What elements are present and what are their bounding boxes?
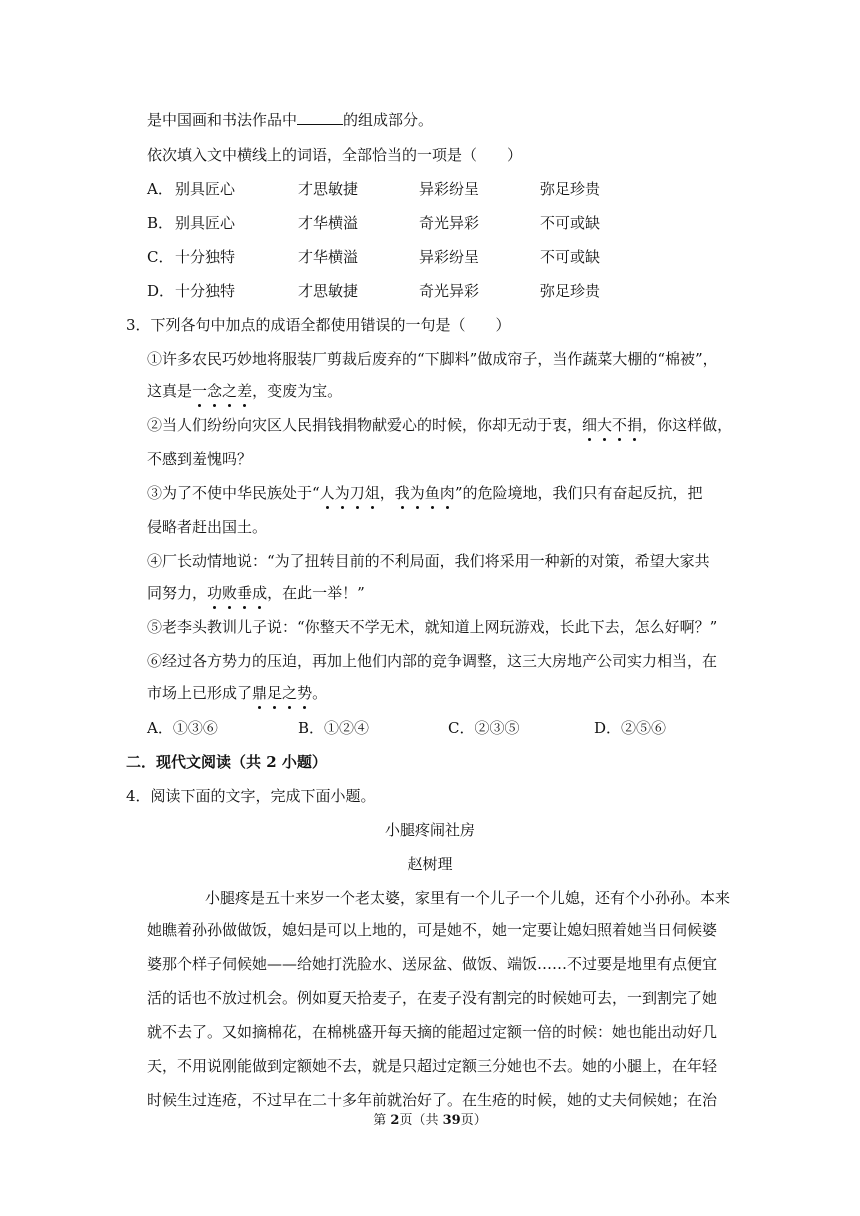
dotted-idiom: 功败垂成	[207, 584, 268, 602]
dotted-idiom: 鼎足之势	[252, 684, 313, 702]
q3-sentence-3-line-2: 侵略者赶出国土。	[147, 518, 268, 536]
q3-sentence-1-line-1: ①许多农民巧妙地将服装厂剪裁后废弃的“下脚料”做成帘子，当作蔬菜大棚的“棉被”，	[147, 350, 718, 368]
passage-title: 小腿疼闹社房	[384, 821, 475, 839]
text: 市场上已形成了	[147, 684, 253, 702]
q4-stem: 4．阅读下面的文字，完成下面小题。	[126, 787, 376, 805]
q3-sentence-2-line-2: 不感到羞愧吗？	[147, 450, 253, 468]
option-word-1: 别具匠心	[175, 214, 236, 232]
q2-passage-end	[147, 110, 433, 130]
text: 这真是	[147, 382, 193, 400]
q3-sentence-6-line-2	[147, 683, 327, 703]
q3-option-a	[147, 718, 218, 738]
passage-line: 婆那个样子伺候她——给她打洗脸水、送尿盆、做饭、端饭……不过要是地里有点便宜	[147, 955, 718, 973]
q3-option-c	[448, 718, 520, 738]
option-letter: A．	[147, 180, 173, 198]
passage-line: 时候生过连疮，不过早在二十多年前就治好了。在生疮的时候，她的丈夫伺候她；在治	[147, 1091, 718, 1109]
option-letter: C．	[448, 719, 475, 737]
footer-text: 页（共	[399, 1113, 443, 1128]
passage-line: 她瞧着孙孙做做饭，媳妇是可以上地的，可是她不，她一定要让媳妇照着她当日伺候婆	[147, 921, 718, 939]
option-word-3: 异彩纷呈	[419, 180, 480, 198]
q3-sentence-6-line-1: ⑥经过各方势力的压迫，再加上他们内部的竞争调整，这三大房地产公司实力相当，在	[147, 652, 718, 670]
q3-sentence-4-line-2	[147, 583, 365, 603]
passage-line: 天，不用说刚能做到定额她不去，就是只超过定额三分她也不去。她的小腿上，在年轻	[147, 1057, 718, 1075]
footer-text: 第	[373, 1113, 391, 1128]
dotted-idiom: 细大不捐	[582, 416, 643, 434]
text: ，变废为宝。	[252, 382, 343, 400]
option-word-4: 不可或缺	[540, 248, 601, 266]
footer-text: 页）	[460, 1113, 487, 1128]
passage-line: 就不去了。又如摘棉花，在棉桃盛开每天摘的能超过定额一倍的时候：她也能出动好几	[147, 1023, 718, 1041]
q2-passage-text-after: 的组成部分。	[343, 111, 434, 129]
text: ，你这样做，	[642, 416, 733, 434]
option-letter: D．	[594, 719, 622, 737]
q3-sentence-4-line-1: ④厂长动情地说：“为了扭转目前的不利局面，我们将采用一种新的对策，希望大家共	[147, 552, 710, 570]
q3-sentence-3-line-1	[147, 483, 702, 503]
option-word-3: 奇光异彩	[419, 282, 480, 300]
q3-sentence-2-line-1	[147, 415, 732, 435]
option-letter: C．	[147, 248, 174, 266]
passage-line: 小腿疼是五十来岁一个老太婆，家里有一个儿子一个儿媳，还有个小孙孙。本来	[205, 889, 731, 907]
passage-line: 活的话也不放过机会。例如夏天拾麦子，在麦子没有割完的时候她可去，一到割完了她	[147, 989, 718, 1007]
q3-option-d	[594, 718, 666, 738]
q3-sentence-5: ⑤老李头教训儿子说：“你整天不学无术，就知道上网玩游戏，长此下去，怎么好啊？”	[147, 618, 718, 636]
q2-stem: 依次填入文中横线上的词语，全部恰当的一项是（ ）	[147, 146, 523, 164]
option-word-3: 异彩纷呈	[419, 248, 480, 266]
option-word-1: 十分独特	[175, 248, 236, 266]
option-word-4: 不可或缺	[540, 214, 601, 232]
fill-blank	[297, 110, 343, 125]
option-letter: B．	[147, 214, 174, 232]
page-number: 2	[390, 1113, 400, 1128]
text: 。	[312, 684, 328, 702]
text: ”的危险境地，我们只有奋起反抗，把	[454, 484, 703, 502]
text: 同努力，	[147, 584, 208, 602]
option-value: ①③⑥	[172, 719, 218, 737]
option-word-2: 才思敏捷	[298, 180, 359, 198]
option-word-2: 才思敏捷	[298, 282, 359, 300]
option-word-2: 才华横溢	[298, 214, 359, 232]
option-value: ②③⑤	[474, 719, 520, 737]
option-letter: D．	[147, 282, 175, 300]
q2-passage-text-before: 是中国画和书法作品中	[147, 111, 298, 129]
option-word-1: 十分独特	[175, 282, 236, 300]
option-letter: B．	[298, 719, 325, 737]
dotted-idiom: 人为刀俎，我为鱼肉	[319, 484, 455, 502]
page-footer	[0, 1113, 860, 1129]
option-letter: A．	[147, 719, 173, 737]
text: ，在此一举！”	[267, 584, 365, 602]
option-value: ②⑤⑥	[621, 719, 667, 737]
q3-option-b	[298, 718, 369, 738]
option-value: ①②④	[324, 719, 370, 737]
section-heading: 二．现代文阅读（共 2 小题）	[126, 753, 327, 771]
text: ②当人们纷纷向灾区人民捐钱捐物献爱心的时候，你却无动于衷，	[147, 416, 583, 434]
passage-author: 赵树理	[407, 855, 453, 873]
dotted-idiom: 一念之差	[192, 382, 253, 400]
page-total: 39	[442, 1113, 461, 1128]
q3-sentence-1-line-2	[147, 381, 342, 401]
option-word-4: 弥足珍贵	[540, 180, 601, 198]
option-word-3: 奇光异彩	[419, 214, 480, 232]
option-word-1: 别具匠心	[175, 180, 236, 198]
text: ③为了不使中华民族处于“	[147, 484, 320, 502]
option-word-2: 才华横溢	[298, 248, 359, 266]
q3-stem: 3．下列各句中加点的成语全都使用错误的一句是（ ）	[126, 316, 511, 334]
option-word-4: 弥足珍贵	[540, 282, 601, 300]
